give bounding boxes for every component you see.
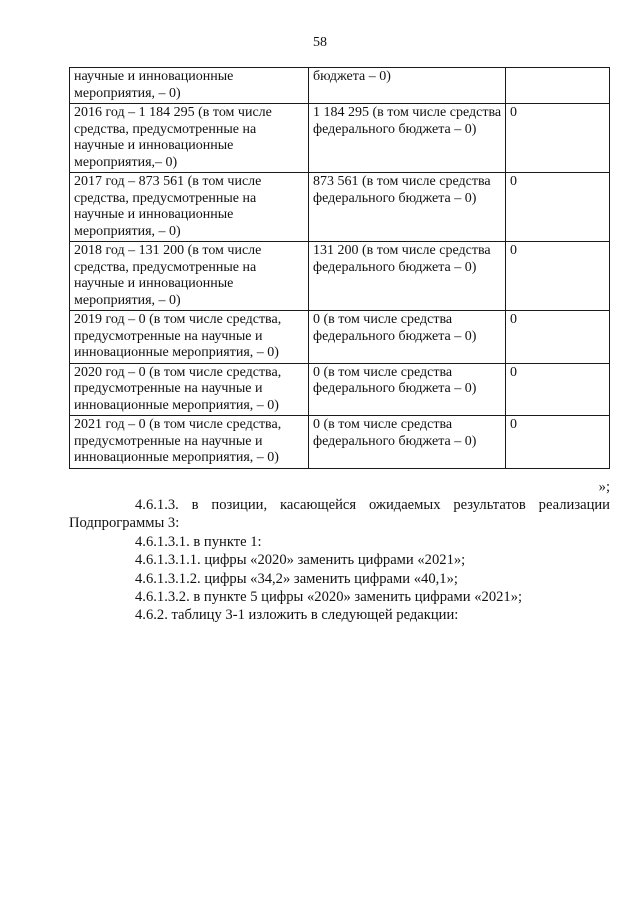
cell-other: 0 xyxy=(506,416,610,469)
cell-total: 2020 год – 0 (в том числе средства, предусмотренные на научные и инновационные мероприятия, – 0) xyxy=(70,363,309,416)
paragraph-expected-results-cont: Подпрограммы 3: xyxy=(69,515,180,532)
cell-other: 0 xyxy=(506,311,610,364)
cell-federal: 0 (в том числе средства федерального бюджета – 0) xyxy=(309,363,506,416)
cell-other xyxy=(506,68,610,104)
cell-total: 2021 год – 0 (в том числе средства, предусмотренные на научные и инновационные мероприятия, – 0) xyxy=(70,416,309,469)
document-body xyxy=(69,496,610,625)
cell-total: научные и инновационные мероприятия, – 0) xyxy=(70,68,309,104)
cell-total: 2017 год – 873 561 (в том числе средства, предусмотренные на научные и инновационные мероприятия, – 0) xyxy=(70,173,309,242)
paragraph-table-3-1: 4.6.2. таблицу 3-1 изложить в следующей редакции: xyxy=(135,607,459,624)
cell-other: 0 xyxy=(506,104,610,173)
funding-table xyxy=(69,67,610,469)
table-row xyxy=(70,242,610,311)
table-row xyxy=(70,68,610,104)
cell-other: 0 xyxy=(506,363,610,416)
cell-federal: 873 561 (в том числе средства федерального бюджета – 0) xyxy=(309,173,506,242)
cell-federal: 0 (в том числе средства федерального бюджета – 0) xyxy=(309,311,506,364)
table-row xyxy=(70,363,610,416)
cell-total: 2016 год – 1 184 295 (в том числе средства, предусмотренные на научные и инновационные мероприятия,– 0) xyxy=(70,104,309,173)
cell-total: 2018 год – 131 200 (в том числе средства, предусмотренные на научные и инновационные мероприятия, – 0) xyxy=(70,242,309,311)
paragraph-item-1-2: 4.6.1.3.1.2. цифры «34,2» заменить цифрами «40,1»; xyxy=(135,570,458,587)
table-row xyxy=(70,416,610,469)
page-number: 58 xyxy=(313,35,327,50)
cell-other: 0 xyxy=(506,173,610,242)
paragraph-item-1: 4.6.1.3.1. в пункте 1: xyxy=(135,533,262,550)
table-row xyxy=(70,311,610,364)
paragraph-expected-results: 4.6.1.3. в позиции, касающейся ожидаемых результатов реализации xyxy=(135,497,610,513)
cell-federal: 131 200 (в том числе средства федерального бюджета – 0) xyxy=(309,242,506,311)
paragraph-item-1-1: 4.6.1.3.1.1. цифры «2020» заменить цифрами «2021»; xyxy=(135,552,466,569)
cell-federal: бюджета – 0) xyxy=(309,68,506,104)
paragraph-item-5: 4.6.1.3.2. в пункте 5 цифры «2020» заменить цифрами «2021»; xyxy=(135,589,523,606)
cell-federal: 0 (в том числе средства федерального бюджета – 0) xyxy=(309,416,506,469)
cell-other: 0 xyxy=(506,242,610,311)
table-row xyxy=(70,104,610,173)
closing-quote: »; xyxy=(598,479,610,495)
cell-federal: 1 184 295 (в том числе средства федерального бюджета – 0) xyxy=(309,104,506,173)
table-row xyxy=(70,173,610,242)
cell-total: 2019 год – 0 (в том числе средства, предусмотренные на научные и инновационные мероприятия, – 0) xyxy=(70,311,309,364)
